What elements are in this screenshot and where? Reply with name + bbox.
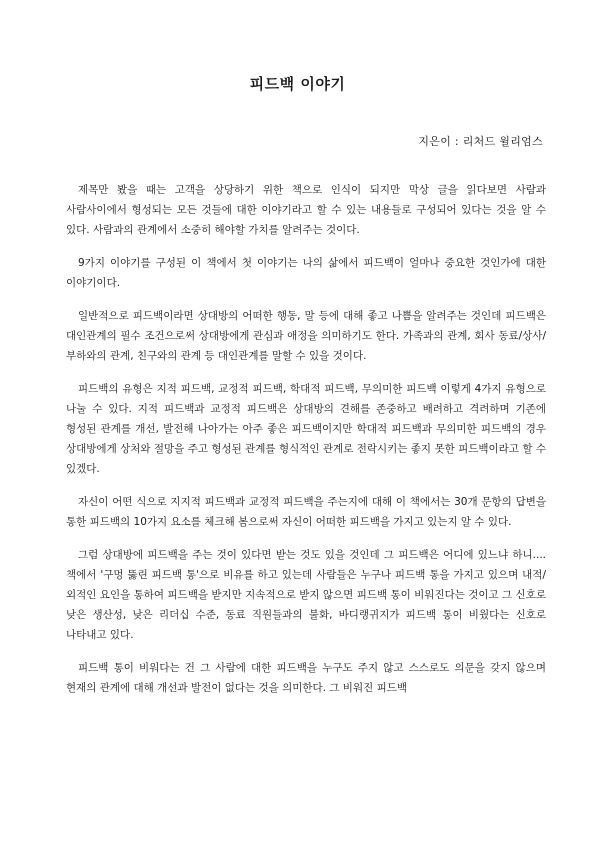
document-author: 지은이 : 리처드 윌리엄스 — [418, 135, 543, 148]
paragraph: 피드백 통이 비워다는 건 그 사람에 대한 피드백을 누구도 주지 않고 스스로도 의문을 갖지 않으며 현재의 관계에 대해 개선과 발전이 없다는 것을 의미한다. 그 비워진 피드백 — [66, 662, 546, 694]
paragraph: 일반적으로 피드백이라면 상대방의 어떠한 행동, 말 등에 대해 좋고 나쁨을 알려주는 것인데 피드백은 대인관계의 필수 조건으로써 상대방에게 관심과 애정을 의미하기도 한다. 가족과의 관계, 회사 동료/상사/부하와의 관계, 친구와의 관계 등 대인관계를 말할 수 있을 것이다. — [66, 310, 546, 362]
paragraph: 9가지 이야기를 구성된 이 책에서 첫 이야기는 나의 삶에서 피드백이 얼마나 중요한 것인가에 대한 이야기이다. — [66, 257, 546, 289]
paragraph: 피드백의 유형은 지적 피드백, 교정적 피드백, 학대적 피드백, 무의미한 피드백 이렇게 4가지 유형으로 나눌 수 있다. 지적 피드백과 교정적 피드백은 상대방의 견해를 존중하고 배려하고 격려하며 기존에 형성된 관계를 개선, 발전해 나아가는 아주 좋은 피드백이지만 학대적 피드백과 무의미한 피드백의 경우 상대방에게 상처와 절망을 주고 형성된 관계를 형식적인 관계로 전락시키는 좋지 못한 피드백이라고 할 수 있겠다. — [66, 383, 546, 475]
document-title: 피드백 이야기 — [249, 75, 346, 93]
paragraph: 그럼 상대방에 피드백을 주는 것이 있다면 받는 것도 있을 것인데 그 피드백은 어디에 있느냐 하니.... 책에서 '구멍 뚫린 피드백 통'으로 비유를 하고 있는데 사람들은 누구나 피드백 통을 가지고 있으며 내적/외적인 요인을 통하여 피드백을 받지만 지속적으로 받지 않으면 피드백 통이 비워진다는 것이고 그 신호로 낮은 생산성, 낮은 리더십 수준, 동료 직원들과의 불화, 바디랭귀지가 피드백 통이 비웠다는 신호로 나타내고 있다. — [66, 549, 546, 641]
document-body — [66, 180, 546, 711]
paragraph: 제목만 봤을 때는 고객을 상당하기 위한 책으로 인식이 되지만 막상 글을 읽다보면 사람과 사람사이에서 형성되는 모든 것들에 대한 이야기라고 할 수 있는 내용들로 구성되어 있다는 것을 알 수 있다. 사람과의 관계에서 소중히 해야할 가치를 알려주는 것이다. — [66, 184, 546, 236]
paragraph: 자신이 어떤 식으로 지지적 피드백과 교정적 피드백을 주는지에 대해 이 책에서는 30개 문항의 답변을 통한 피드백의 10가지 요소를 체크해 봄으로써 자신이 어떠한 피드백을 가지고 있는지 알 수 있다. — [66, 496, 546, 528]
